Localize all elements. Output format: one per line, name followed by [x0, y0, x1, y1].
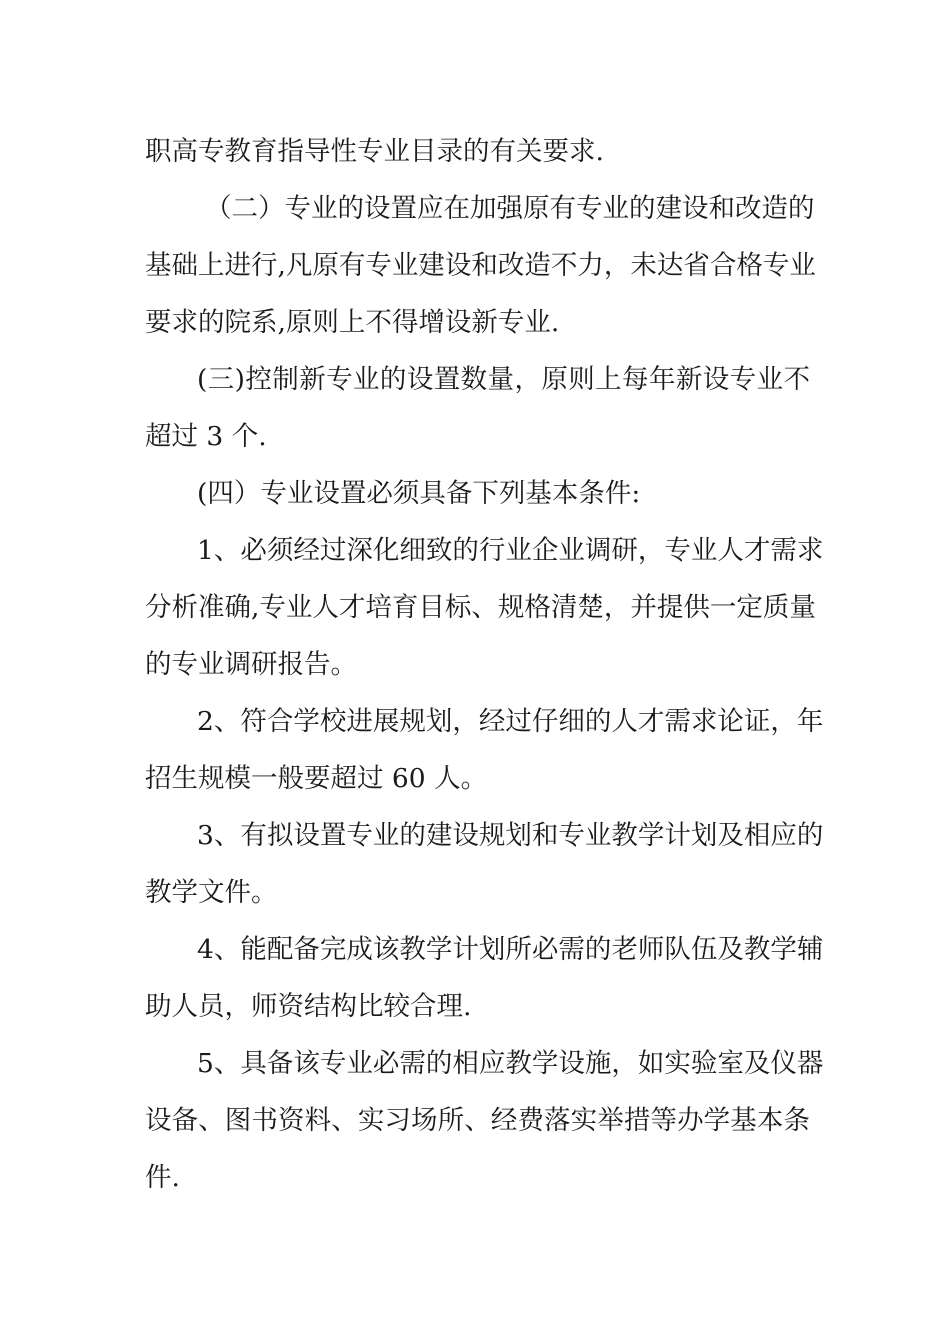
- text-line: 基础上进行,凡原有专业建设和改造不力，未达省合格专业: [145, 250, 816, 281]
- text-line: (四）专业设置必须具备下列基本条件:: [197, 478, 641, 509]
- text-line: 1、必须经过深化细致的行业企业调研，专业人才需求: [197, 535, 824, 566]
- text-line: 教学文件。: [145, 877, 278, 908]
- text-line: 助人员，师资结构比较合理.: [145, 991, 472, 1022]
- text-line: （二）专业的设置应在加强原有专业的建设和改造的: [205, 193, 815, 224]
- text-line: 分析准确,专业人才培育目标、规格清楚，并提供一定质量: [145, 592, 816, 623]
- text-line: 超过 3 个.: [145, 421, 267, 452]
- text-line: 的专业调研报告。: [145, 649, 357, 680]
- text-line: 招生规模一般要超过 60 人。: [145, 763, 488, 794]
- text-line: (三)控制新专业的设置数量，原则上每年新设专业不: [197, 364, 810, 395]
- text-line: 5、具备该专业必需的相应教学设施，如实验室及仪器: [197, 1048, 824, 1079]
- text-line: 职高专教育指导性专业目录的有关要求.: [145, 136, 604, 167]
- text-line: 设备、图书资料、实习场所、经费落实举措等办学基本条: [145, 1105, 810, 1136]
- text-line: 2、符合学校进展规划，经过仔细的人才需求论证，年: [197, 706, 824, 737]
- text-line: 要求的院系,原则上不得增设新专业.: [145, 307, 560, 338]
- text-line: 4、能配备完成该教学计划所必需的老师队伍及教学辅: [197, 934, 824, 965]
- text-line: 3、有拟设置专业的建设规划和专业教学计划及相应的: [197, 820, 824, 851]
- text-line: 件.: [145, 1162, 180, 1193]
